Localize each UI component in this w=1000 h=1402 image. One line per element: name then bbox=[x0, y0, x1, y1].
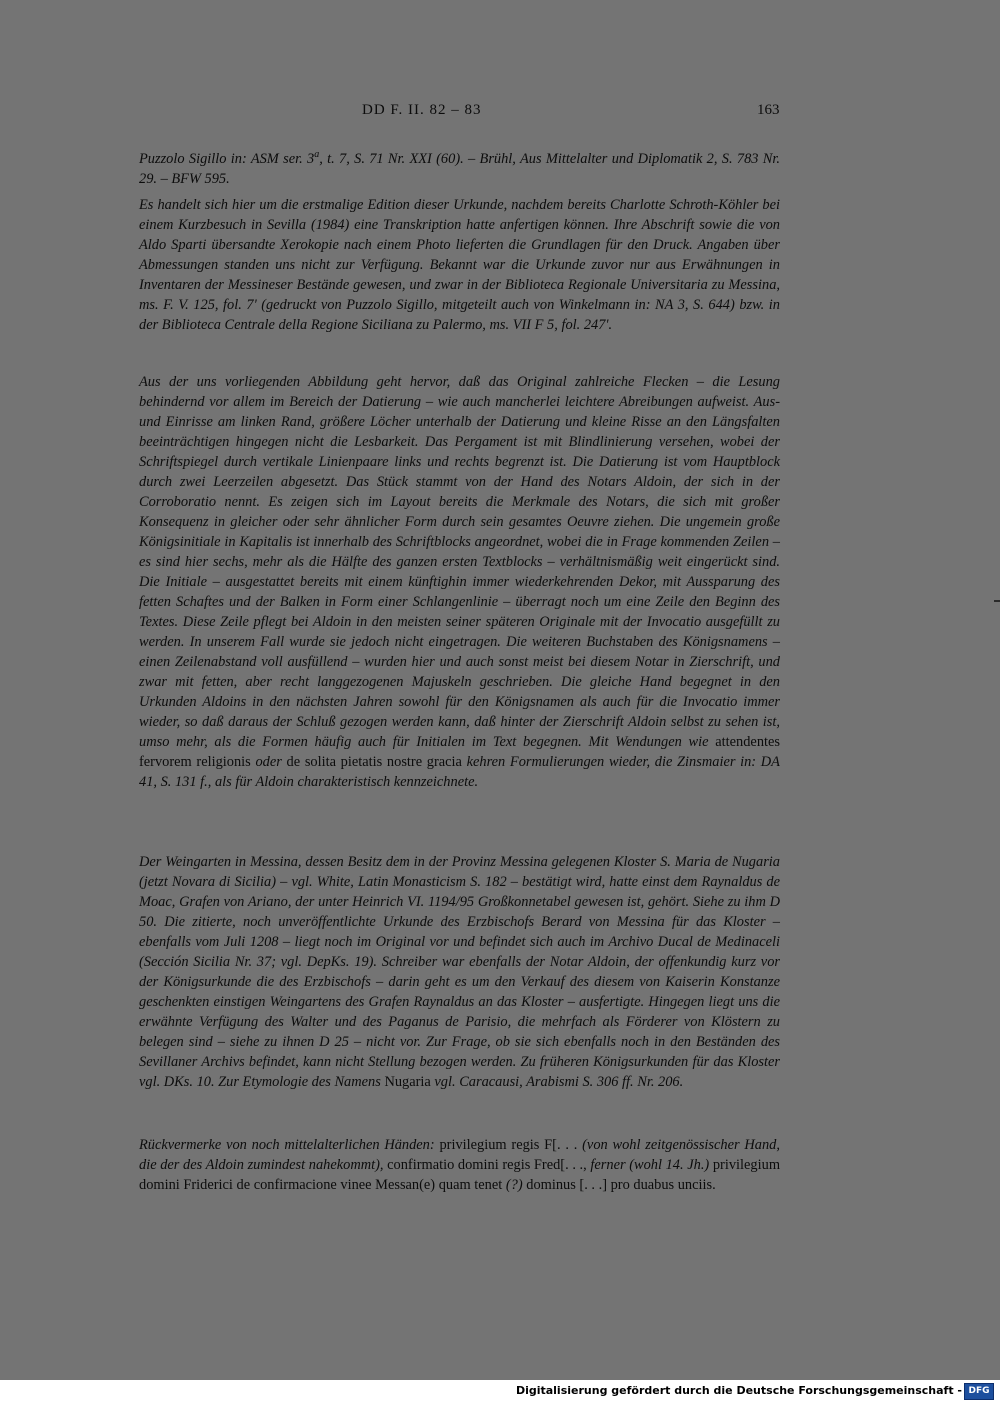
running-head-title: DD F. II. 82 – 83 bbox=[362, 102, 482, 118]
dorsal-notes-text1: Rückvermerke von noch mittelalterlichen Händen: bbox=[139, 1137, 435, 1153]
paragraph-description-text1: Aus der uns vorliegenden Abbildung geht hervor, daß das Original zahlreiche Flecken – die Lesung behindernd vor allem im Bereich der Datierung – wie auch mancherlei leichtere Abreibungen aufweist. Aus- und Einrisse am linken Rand, größere Löcher unterhalb der Datierung und kleine Risse an den Längsfalten beeinträchtigen hingegen nicht die Lesbarkeit. Das Pergament ist mit Blindlinierung versehen, wobei der Schriftspiegel durch vertikale Linienpaare links und rechts begrenzt ist. Die Datierung ist vom Hauptblock durch zwei Leerzeilen abgesetzt. Das Stück stammt von der Hand des Notars Aldoin, der sich in der Corroboratio nennt. Es zeigen sich im Layout bereits die Merkmale des Notars, die sich mit großer Konsequenz in gleicher oder sehr ähnlicher Form durch sein gesamtes Oeuvre ziehen. Die ungemein große Königsinitiale in Kapitalis ist innerhalb des Schriftblocks angeordnet, wobei die in Frage kommenden Zeilen – es sind hier sechs, mehr als die Hälfte des ganzen ersten Textblocks – verhältnismäßig weit eingerückt sind. Die Initiale – ausgestattet bereits mit einem künftighin immer wiederkehrenden Dekor, mit Aussparung des fetten Schaftes und der Balken in Form einer Schlangenlinie – überragt noch um eine Zeile den Beginn des Textes. Diese Zeile pflegt bei Aldoin in den meisten seiner späteren Originale mit der Invocatio ausgefüllt zu werden. In unserem Fall wurde sie jedoch nicht eingetragen. Die weiteren Buchstaben des Königsnamens – einen Zeilenabstand voll ausfüllend – wurden hier und auch sonst meist bei diesem Notar in Zierschrift, und zwar mit fetten, aber recht langgezogenen Majuskeln geschrieben. Die gleiche Hand begegnet in den Urkunden Aldoins in den nächsten Jahren sowohl für den Königsnamen als auch für die Invocatio immer wieder, so daß daraus der Schluß gezogen werden kann, daß hinter der Zierschrift Aldoin selbst zu sehen ist, umso mehr, als die Formen häufig auch für Initialen im Text begegnen. Mit Wendungen wie bbox=[139, 374, 780, 750]
paragraph-vineyard-text2: vgl. Caracausi, Arabismi S. 306 ff. Nr. 206. bbox=[434, 1074, 684, 1090]
latin-quote: dominus [. . .] pro duabus unciis. bbox=[526, 1177, 716, 1193]
footer-bar bbox=[0, 1380, 1000, 1402]
paragraph-description bbox=[139, 372, 780, 792]
source-note-part1: Puzzolo Sigillo in: ASM ser. 3 bbox=[139, 150, 315, 167]
paragraph-description-text2: oder bbox=[255, 754, 282, 770]
paragraph-dorsal-notes bbox=[139, 1135, 780, 1195]
source-note-part2: , t. 7, S. 71 Nr. XXI (60). – Brühl, Aus Mittelalter und Diplomatik 2, S. 783 Nr. 29. – BFW 595. bbox=[139, 150, 780, 187]
scan-edge-mark bbox=[994, 600, 1000, 602]
dorsal-notes-text3: ferner (wohl 14. Jh.) bbox=[590, 1157, 710, 1173]
dfg-logo-icon: DFG bbox=[964, 1383, 994, 1400]
funding-notice: Digitalisierung gefördert durch die Deutsche Forschungsgemeinschaft - bbox=[515, 1384, 962, 1397]
page-number: 163 bbox=[757, 102, 780, 118]
paragraph-vineyard-text1: Der Weingarten in Messina, dessen Besitz dem in der Provinz Messina gelegenen Kloster S. Maria de Nugaria (jetzt Novara di Sicilia) – vgl. White, Latin Monasticism S. 182 – bestätigt wird, hatte einst dem Raynaldus de Moac, Grafen von Ariano, der unter Heinrich VI. 1194/95 Großkonnetabel gewesen ist, gehört. Siehe zu ihm D 50. Die zitierte, noch unveröffentlichte Urkunde des Erzbischofs Berard von Messina für das Kloster – ebenfalls vom Juli 1208 – liegt noch im Original vor und befindet sich auch im Archivo Ducal de Medinaceli (Sección Sicilia Nr. 37; vgl. DepKs. 19). Schreiber war ebenfalls der Notar Aldoin, der offenkundig kurz vor der Königsurkunde die des Erzbischofs – darin geht es um den Verkauf des diesem von Kaiserin Konstanze geschenkten einstigen Weingartens des Grafen Raynaldus an das Kloster – ausfertigte. Hingegen liegt uns die erwähnte Verfügung des Walter und des Paganus de Parisio, die mehrfach als Förderer von Klöstern zu belegen sind – siehe zu ihnen D 25 – nicht vor. Zur Frage, ob sie sich ebenfalls noch in den Beständen des Sevillaner Archivs befindet, kann nicht Stellung bezogen werden. Zu früheren Königsurkunden für das Kloster vgl. DKs. 10. Zur Etymologie des Namens bbox=[139, 854, 780, 1090]
paragraph-edition-note: Es handelt sich hier um die erstmalige Edition dieser Urkunde, nachdem bereits Charlotte Schroth-Köhler bei einem Kurzbesuch in Sevilla (1984) eine Transkription hatte anfertigen können. Ihre Abschrift sowie die von Aldo Sparti übersandte Xerokopie nach einem Photo lieferten die Grundlagen für den Druck. Angaben über Abmessungen standen uns nicht zur Verfügung. Bekannt war die Urkunde zuvor nur aus Erwähnungen in Inventaren der Messineser Bestände gewesen, und zwar in der Biblioteca Regionale Universitaria zu Messina, ms. F. V. 125, fol. 7' (gedruckt von Puzzolo Sigillo, mitgeteilt auch von Winkelmann in: NA 3, S. 644) bzw. in der Biblioteca Centrale della Regione Siciliana zu Palermo, ms. VII F 5, fol. 247'. bbox=[139, 197, 780, 333]
paragraph-vineyard bbox=[139, 852, 780, 1092]
latin-quote: confirmatio domini regis Fred[. . ., bbox=[387, 1157, 587, 1173]
source-note-sup: a bbox=[314, 149, 320, 160]
latin-quote: de solita pietatis nostre gracia bbox=[286, 754, 462, 770]
latin-quote: attendentes fervorem religionis bbox=[139, 734, 780, 770]
paragraph-description-text3: kehren Formulierungen wieder, die Zinsmaier in: DA 41, S. 131 f., als für Aldoin charakteristisch kennzeichnete. bbox=[139, 754, 780, 790]
latin-quote: privilegium regis F[. . . bbox=[439, 1137, 578, 1153]
source-note bbox=[139, 145, 780, 189]
dorsal-notes-text2: (von wohl zeitgenössischer Hand, die der des Aldoin zumindest nahekommt), bbox=[139, 1137, 780, 1173]
latin-quote: privilegium domini Friderici de confirmacione vinee Messan(e) quam tenet bbox=[139, 1157, 781, 1193]
latin-quote: Nugaria bbox=[384, 1074, 431, 1090]
dorsal-notes-text4: (?) bbox=[505, 1177, 523, 1193]
